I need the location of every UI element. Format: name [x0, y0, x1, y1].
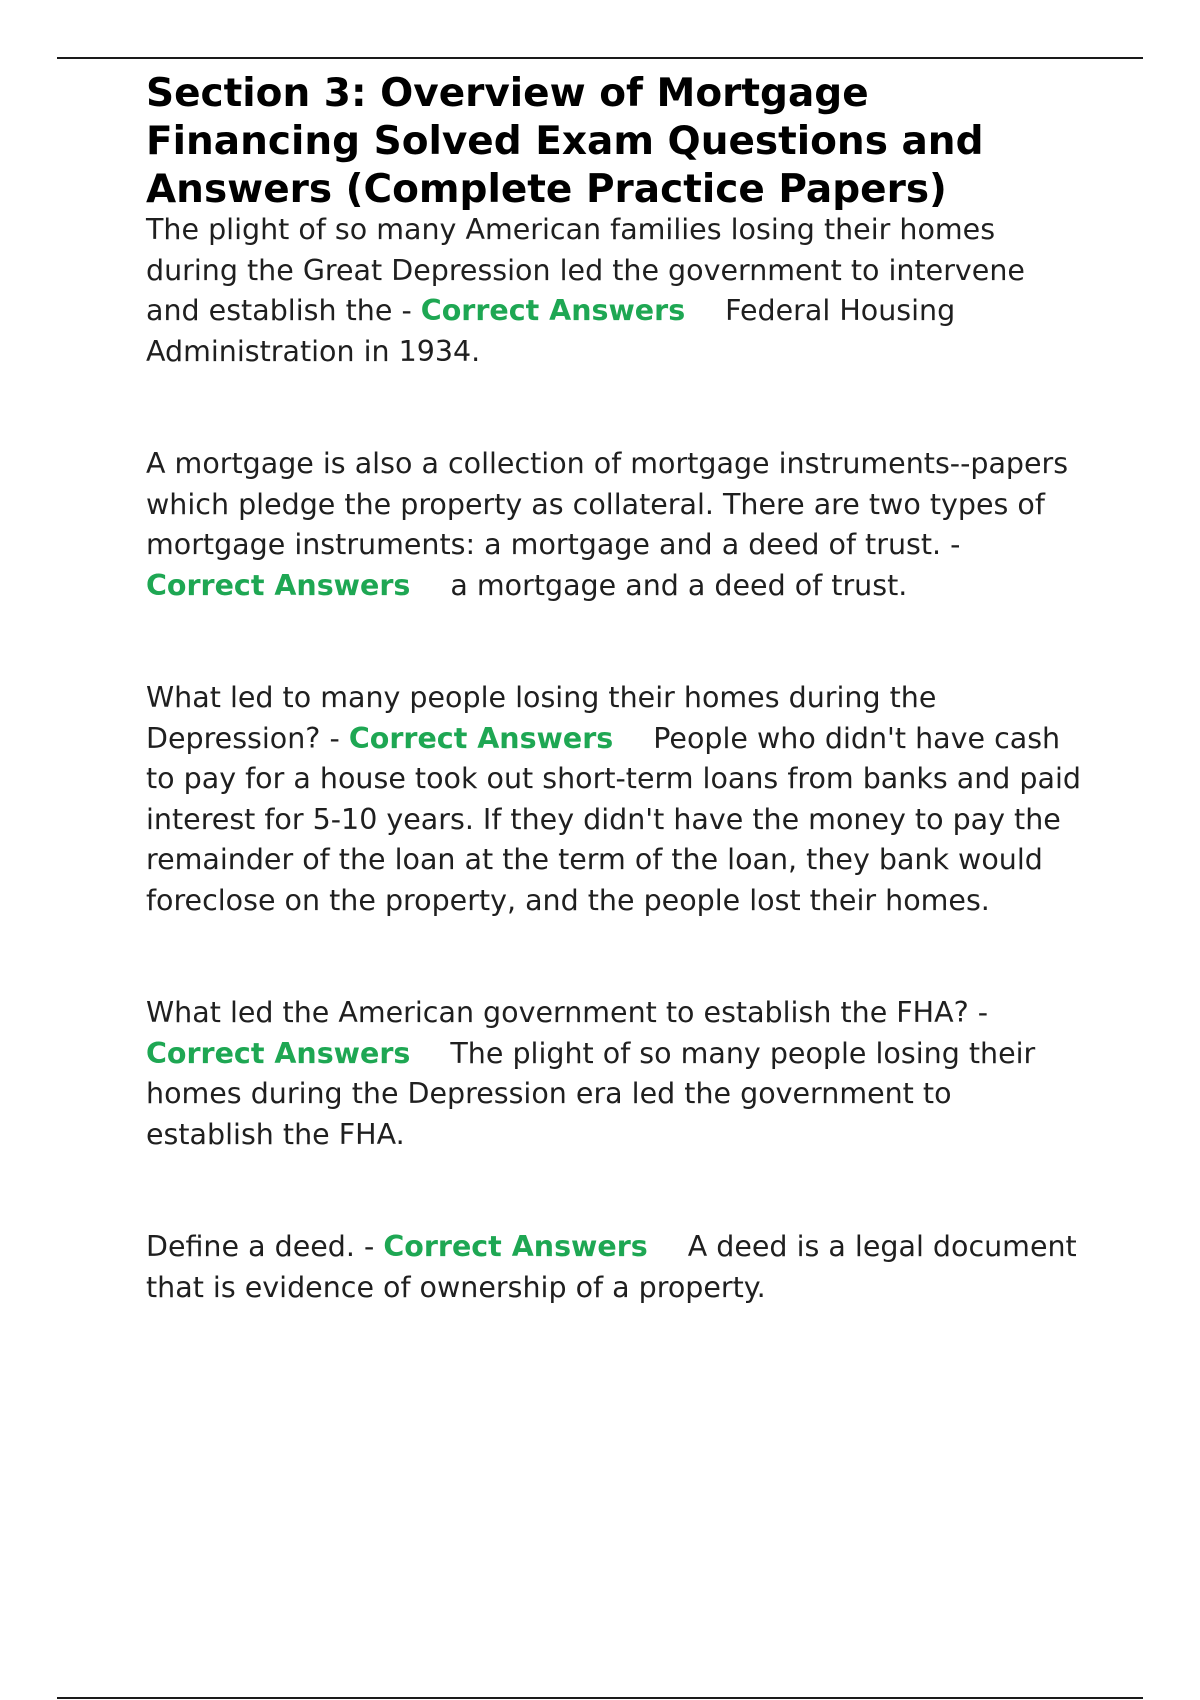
answer-text: Federal Housing Administration in 1934. — [146, 294, 956, 368]
correct-answers-label: Correct Answers — [348, 721, 614, 755]
separator: - — [950, 528, 961, 561]
separator: - — [363, 1230, 375, 1263]
qa-item — [146, 210, 1086, 372]
bottom-rule — [57, 1697, 1143, 1699]
question-text: A mortgage is also a collection of mortgage instruments--papers which pledge the property as collateral. There are two types of mortgage instruments: a mortgage and a deed of trust. — [146, 447, 1069, 561]
top-rule — [57, 57, 1143, 59]
document-body — [146, 70, 1086, 1308]
qa-item — [146, 678, 1086, 921]
qa-item — [146, 1227, 1086, 1308]
correct-answers-label: Correct Answers — [420, 294, 686, 327]
separator: - — [329, 721, 340, 755]
document-title: Section 3: Overview of Mortgage Financing Solved Exam Questions and Answers (Complete Practice Papers) — [146, 71, 984, 212]
qa-item — [146, 993, 1086, 1155]
separator: - — [977, 996, 989, 1029]
question-text: What led to many people losing their homes during the Depression? — [146, 681, 937, 755]
question-text: What led the American government to establish the FHA? — [146, 996, 969, 1029]
correct-answers-label: Correct Answers — [383, 1230, 648, 1263]
separator: - — [401, 294, 412, 327]
correct-answers-label: Correct Answers — [146, 568, 411, 602]
correct-answers-label: Correct Answers — [146, 1036, 411, 1070]
answer-text: A deed is a legal document that is evidence of ownership of a property. — [146, 1230, 1077, 1304]
answer-text: a mortgage and a deed of trust. — [450, 568, 908, 602]
question-text: Define a deed. — [146, 1230, 355, 1263]
answer-text: People who didn't have cash to pay for a house took out short-term loans from banks and paid interest for 5-10 years. If they didn't have the money to pay the remainder of the loan at the term of the loan, they bank would foreclose on the property, and the people lost their homes. — [146, 721, 1081, 917]
answer-text: The plight of so many people losing their homes during the Depression era led the government to establish the FHA. — [146, 1036, 1036, 1151]
qa-item — [146, 444, 1086, 606]
question-text: The plight of so many American families losing their homes during the Great Depression led the government to intervene and establish the — [146, 213, 1025, 327]
